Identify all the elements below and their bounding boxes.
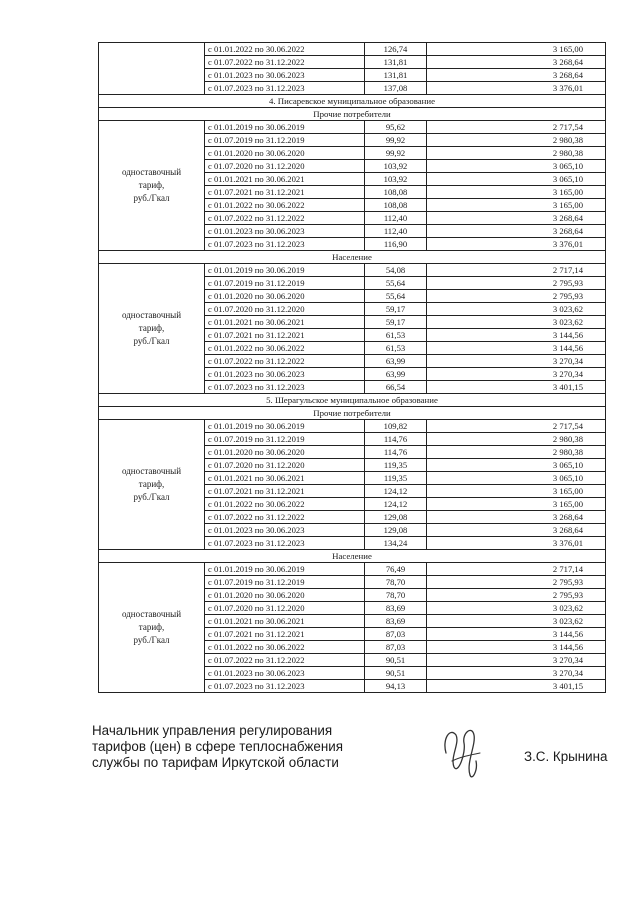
tariff-vat-cell: 3 270,34 bbox=[427, 654, 606, 667]
tariff-cell: 55,64 bbox=[365, 290, 427, 303]
tariff-vat-cell: 3 065,10 bbox=[427, 472, 606, 485]
period-cell: с 01.07.2020 по 31.12.2020 bbox=[205, 602, 365, 615]
tariff-vat-cell: 3 023,62 bbox=[427, 602, 606, 615]
tariff-type-label: тариф, bbox=[138, 622, 165, 632]
tariff-vat-cell: 2 980,38 bbox=[427, 433, 606, 446]
period-cell: с 01.01.2022 по 30.06.2022 bbox=[205, 342, 365, 355]
period-cell: с 01.01.2020 по 30.06.2020 bbox=[205, 589, 365, 602]
tariff-vat-cell: 3 268,64 bbox=[427, 69, 606, 82]
tariff-vat-cell: 3 165,00 bbox=[427, 186, 606, 199]
period-cell: с 01.01.2019 по 30.06.2019 bbox=[205, 121, 365, 134]
period-cell: с 01.01.2022 по 30.06.2022 bbox=[205, 641, 365, 654]
period-cell: с 01.07.2019 по 31.12.2019 bbox=[205, 433, 365, 446]
tariff-vat-cell: 3 144,56 bbox=[427, 342, 606, 355]
tariff-cell: 129,08 bbox=[365, 524, 427, 537]
tariff-cell: 90,51 bbox=[365, 667, 427, 680]
tariff-type-cell bbox=[99, 420, 205, 550]
period-cell: с 01.01.2021 по 30.06.2021 bbox=[205, 615, 365, 628]
tariff-table-body bbox=[99, 43, 606, 693]
period-cell: с 01.01.2019 по 30.06.2019 bbox=[205, 420, 365, 433]
tariff-type-label: тариф, bbox=[138, 323, 165, 333]
period-cell: с 01.07.2022 по 31.12.2022 bbox=[205, 56, 365, 69]
tariff-cell: 131,81 bbox=[365, 56, 427, 69]
period-cell: с 01.01.2020 по 30.06.2020 bbox=[205, 290, 365, 303]
tariff-cell: 114,76 bbox=[365, 433, 427, 446]
tariff-vat-cell: 2 795,93 bbox=[427, 589, 606, 602]
tariff-vat-cell: 3 270,34 bbox=[427, 368, 606, 381]
period-cell: с 01.01.2021 по 30.06.2021 bbox=[205, 173, 365, 186]
period-cell: с 01.01.2022 по 30.06.2022 bbox=[205, 498, 365, 511]
tariff-cell: 99,92 bbox=[365, 134, 427, 147]
tariff-type-label: одноставочный bbox=[121, 466, 182, 476]
period-cell: с 01.07.2022 по 31.12.2022 bbox=[205, 511, 365, 524]
tariff-vat-cell: 3 268,64 bbox=[427, 511, 606, 524]
period-cell: с 01.01.2023 по 30.06.2023 bbox=[205, 667, 365, 680]
tariff-cell: 61,53 bbox=[365, 329, 427, 342]
tariff-cell: 109,82 bbox=[365, 420, 427, 433]
tariff-vat-cell: 2 980,38 bbox=[427, 134, 606, 147]
tariff-cell: 63,99 bbox=[365, 355, 427, 368]
tariff-type-label: тариф, bbox=[138, 479, 165, 489]
tariff-cell: 59,17 bbox=[365, 303, 427, 316]
tariff-cell: 108,08 bbox=[365, 199, 427, 212]
tariff-cell: 124,12 bbox=[365, 485, 427, 498]
tariff-vat-cell: 2 717,14 bbox=[427, 563, 606, 576]
tariff-vat-cell: 3 065,10 bbox=[427, 160, 606, 173]
tariff-cell: 76,49 bbox=[365, 563, 427, 576]
period-cell: с 01.01.2023 по 30.06.2023 bbox=[205, 69, 365, 82]
tariff-cell: 108,08 bbox=[365, 186, 427, 199]
period-cell: с 01.07.2022 по 31.12.2022 bbox=[205, 212, 365, 225]
tariff-vat-cell: 2 795,93 bbox=[427, 576, 606, 589]
tariff-cell: 95,62 bbox=[365, 121, 427, 134]
tariff-cell: 87,03 bbox=[365, 628, 427, 641]
period-cell: с 01.07.2022 по 31.12.2022 bbox=[205, 654, 365, 667]
period-cell: с 01.07.2020 по 31.12.2020 bbox=[205, 303, 365, 316]
tariff-type-label: руб./Гкал bbox=[133, 336, 170, 346]
tariff-row bbox=[99, 121, 606, 134]
tariff-cell: 90,51 bbox=[365, 654, 427, 667]
group-header-row bbox=[99, 550, 606, 563]
period-cell: с 01.07.2021 по 31.12.2021 bbox=[205, 628, 365, 641]
tariff-vat-cell: 2 717,54 bbox=[427, 121, 606, 134]
section-title: 5. Шерагульское муниципальное образование bbox=[99, 394, 606, 407]
tariff-vat-cell: 3 144,56 bbox=[427, 641, 606, 654]
tariff-vat-cell: 3 023,62 bbox=[427, 316, 606, 329]
tariff-cell: 137,08 bbox=[365, 82, 427, 95]
tariff-vat-cell: 3 270,34 bbox=[427, 355, 606, 368]
section-header-row bbox=[99, 95, 606, 108]
tariff-cell: 112,40 bbox=[365, 225, 427, 238]
tariff-vat-cell: 3 144,56 bbox=[427, 329, 606, 342]
period-cell: с 01.01.2023 по 30.06.2023 bbox=[205, 225, 365, 238]
tariff-cell: 99,92 bbox=[365, 147, 427, 160]
tariff-vat-cell: 3 376,01 bbox=[427, 238, 606, 251]
tariff-type-cell bbox=[99, 563, 205, 693]
period-cell: с 01.01.2019 по 30.06.2019 bbox=[205, 563, 365, 576]
tariff-type-cell bbox=[99, 121, 205, 251]
tariff-vat-cell: 3 376,01 bbox=[427, 82, 606, 95]
period-cell: с 01.07.2021 по 31.12.2021 bbox=[205, 329, 365, 342]
consumer-group-title: Население bbox=[99, 251, 606, 264]
period-cell: с 01.07.2022 по 31.12.2022 bbox=[205, 355, 365, 368]
period-cell: с 01.07.2020 по 31.12.2020 bbox=[205, 160, 365, 173]
tariff-cell: 55,64 bbox=[365, 277, 427, 290]
tariff-type-label: руб./Гкал bbox=[133, 492, 170, 502]
period-cell: с 01.07.2023 по 31.12.2023 bbox=[205, 537, 365, 550]
period-cell: с 01.07.2021 по 31.12.2021 bbox=[205, 186, 365, 199]
period-cell: с 01.07.2019 по 31.12.2019 bbox=[205, 277, 365, 290]
consumer-group-title: Прочие потребители bbox=[99, 108, 606, 121]
tariff-type-label: одноставочный bbox=[121, 609, 182, 619]
section-header-row bbox=[99, 394, 606, 407]
tariff-type-label: одноставочный bbox=[121, 310, 182, 320]
group-header-row bbox=[99, 407, 606, 420]
tariff-cell: 131,81 bbox=[365, 69, 427, 82]
empty-cell bbox=[99, 43, 205, 95]
tariff-vat-cell: 3 401,15 bbox=[427, 381, 606, 394]
period-cell: с 01.07.2020 по 31.12.2020 bbox=[205, 459, 365, 472]
tariff-cell: 83,69 bbox=[365, 602, 427, 615]
group-header-row bbox=[99, 251, 606, 264]
period-cell: с 01.07.2023 по 31.12.2023 bbox=[205, 82, 365, 95]
tariff-cell: 78,70 bbox=[365, 589, 427, 602]
tariff-cell: 61,53 bbox=[365, 342, 427, 355]
position-line: Начальник управления регулирования bbox=[92, 723, 333, 738]
period-cell: с 01.01.2020 по 30.06.2020 bbox=[205, 147, 365, 160]
tariff-row bbox=[99, 420, 606, 433]
tariff-cell: 103,92 bbox=[365, 160, 427, 173]
period-cell: с 01.01.2019 по 30.06.2019 bbox=[205, 264, 365, 277]
tariff-type-label: тариф, bbox=[138, 180, 165, 190]
tariff-vat-cell: 3 401,15 bbox=[427, 680, 606, 693]
tariff-vat-cell: 3 165,00 bbox=[427, 199, 606, 212]
tariff-vat-cell: 3 165,00 bbox=[427, 485, 606, 498]
tariff-vat-cell: 3 065,10 bbox=[427, 173, 606, 186]
period-cell: с 01.01.2023 по 30.06.2023 bbox=[205, 524, 365, 537]
tariff-vat-cell: 3 065,10 bbox=[427, 459, 606, 472]
signatory-position bbox=[92, 723, 343, 771]
period-cell: с 01.01.2021 по 30.06.2021 bbox=[205, 316, 365, 329]
tariff-cell: 129,08 bbox=[365, 511, 427, 524]
tariff-vat-cell: 3 144,56 bbox=[427, 628, 606, 641]
tariff-cell: 134,24 bbox=[365, 537, 427, 550]
tariff-cell: 114,76 bbox=[365, 446, 427, 459]
tariff-vat-cell: 2 717,14 bbox=[427, 264, 606, 277]
tariff-type-label: руб./Гкал bbox=[133, 193, 170, 203]
tariff-type-cell bbox=[99, 264, 205, 394]
tariff-vat-cell: 3 268,64 bbox=[427, 225, 606, 238]
tariff-cell: 59,17 bbox=[365, 316, 427, 329]
tariff-row bbox=[99, 43, 606, 56]
group-header-row bbox=[99, 108, 606, 121]
tariff-vat-cell: 2 795,93 bbox=[427, 290, 606, 303]
tariff-cell: 119,35 bbox=[365, 459, 427, 472]
tariff-cell: 124,12 bbox=[365, 498, 427, 511]
tariff-cell: 66,54 bbox=[365, 381, 427, 394]
tariff-vat-cell: 3 165,00 bbox=[427, 43, 606, 56]
tariff-vat-cell: 3 268,64 bbox=[427, 212, 606, 225]
tariff-table bbox=[98, 42, 606, 693]
period-cell: с 01.07.2019 по 31.12.2019 bbox=[205, 576, 365, 589]
signer-name: З.С. Крынина bbox=[524, 749, 608, 764]
tariff-vat-cell: 2 717,54 bbox=[427, 420, 606, 433]
period-cell: с 01.07.2019 по 31.12.2019 bbox=[205, 134, 365, 147]
tariff-vat-cell: 2 980,38 bbox=[427, 446, 606, 459]
tariff-vat-cell: 2 980,38 bbox=[427, 147, 606, 160]
tariff-vat-cell: 3 268,64 bbox=[427, 56, 606, 69]
tariff-cell: 119,35 bbox=[365, 472, 427, 485]
tariff-cell: 83,69 bbox=[365, 615, 427, 628]
period-cell: с 01.07.2023 по 31.12.2023 bbox=[205, 238, 365, 251]
tariff-cell: 94,13 bbox=[365, 680, 427, 693]
tariff-vat-cell: 3 023,62 bbox=[427, 303, 606, 316]
tariff-vat-cell: 3 376,01 bbox=[427, 537, 606, 550]
tariff-vat-cell: 3 270,34 bbox=[427, 667, 606, 680]
tariff-cell: 116,90 bbox=[365, 238, 427, 251]
period-cell: с 01.01.2023 по 30.06.2023 bbox=[205, 368, 365, 381]
tariff-type-label: руб./Гкал bbox=[133, 635, 170, 645]
tariff-vat-cell: 3 023,62 bbox=[427, 615, 606, 628]
tariff-type-label: одноставочный bbox=[121, 167, 182, 177]
consumer-group-title: Прочие потребители bbox=[99, 407, 606, 420]
period-cell: с 01.01.2021 по 30.06.2021 bbox=[205, 472, 365, 485]
position-line: тарифов (цен) в сфере теплоснабжения bbox=[92, 739, 343, 754]
tariff-row bbox=[99, 563, 606, 576]
tariff-cell: 87,03 bbox=[365, 641, 427, 654]
period-cell: с 01.01.2022 по 30.06.2022 bbox=[205, 199, 365, 212]
tariff-cell: 63,99 bbox=[365, 368, 427, 381]
period-cell: с 01.01.2020 по 30.06.2020 bbox=[205, 446, 365, 459]
consumer-group-title: Население bbox=[99, 550, 606, 563]
period-cell: с 01.01.2022 по 30.06.2022 bbox=[205, 43, 365, 56]
position-line: службы по тарифам Иркутской области bbox=[92, 755, 339, 770]
tariff-vat-cell: 2 795,93 bbox=[427, 277, 606, 290]
period-cell: с 01.07.2023 по 31.12.2023 bbox=[205, 680, 365, 693]
section-title: 4. Писаревское муниципальное образование bbox=[99, 95, 606, 108]
period-cell: с 01.07.2023 по 31.12.2023 bbox=[205, 381, 365, 394]
tariff-cell: 54,08 bbox=[365, 264, 427, 277]
tariff-cell: 103,92 bbox=[365, 173, 427, 186]
tariff-vat-cell: 3 268,64 bbox=[427, 524, 606, 537]
handwritten-signature bbox=[436, 713, 488, 785]
tariff-row bbox=[99, 264, 606, 277]
tariff-cell: 78,70 bbox=[365, 576, 427, 589]
period-cell: с 01.07.2021 по 31.12.2021 bbox=[205, 485, 365, 498]
tariff-vat-cell: 3 165,00 bbox=[427, 498, 606, 511]
tariff-cell: 112,40 bbox=[365, 212, 427, 225]
tariff-cell: 126,74 bbox=[365, 43, 427, 56]
